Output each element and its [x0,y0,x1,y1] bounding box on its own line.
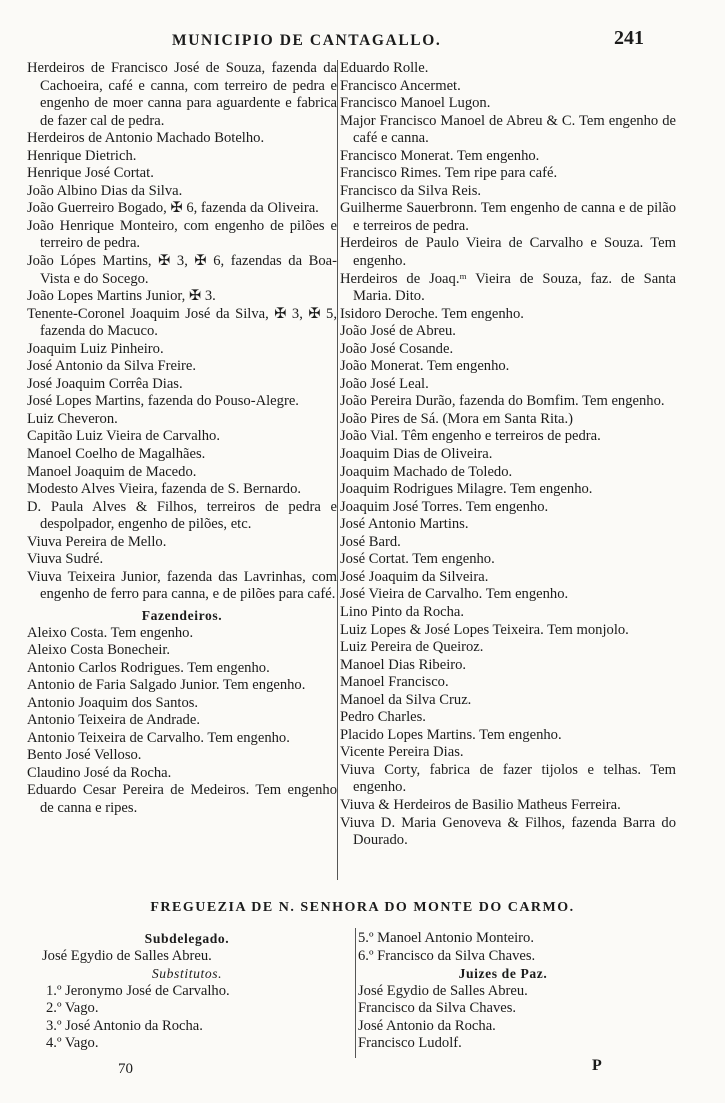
list-item: Antonio Teixeira de Carvalho. Tem engenho. [27,729,290,746]
list-item: Herdeiros de Francisco José de Souza, fazenda da Cachoeira, café e canna, com terreiro de pedra e engenho de moer canna para aguardente e fabrica de fazer cal de pedra. [27,60,337,129]
list-item: D. Paula Alves & Filhos, terreiros de pedra e despolpador, engenho de pilões, etc. [27,498,337,533]
list-item: João Lópes Martins, ✠ 3, ✠ 6, fazendas da Boa-Vista e do Socego. [27,253,337,287]
list-item: José Antonio Martins. [340,516,469,533]
list-item: Francisco Rimes. Tem ripe para café. [340,165,558,182]
list-item: Joaquim José Torres. Tem engenho. [340,498,549,515]
list-item: Henrique Dietrich. [27,147,137,164]
right-column [340,60,676,850]
list-item: 5.º Manoel Antonio Monteiro. [358,930,534,946]
list-item: Manoel Francisco. [340,674,449,691]
list-item: Francisco Ancermet. [340,77,461,94]
bottom-left-column [42,930,332,1053]
subdelegado-name: José Egydio de Salles Abreu. [42,947,212,964]
list-item: José Joaquim da Silveira. [340,568,489,585]
list-item: João Monerat. Tem engenho. [340,358,510,375]
list-item: Joaquim Dias de Oliveira. [340,446,493,463]
list-item: Viuva Corty, fabrica de fazer tijolos e telhas. Tem engenho. [340,761,676,796]
list-item: 1.º Jeronymo José de Carvalho. [46,982,230,999]
list-item: Tenente-Coronel Joaquim José da Silva, ✠ 3, ✠ 5, fazenda do Macuco. [27,305,337,340]
list-item: Eduardo Cesar Pereira de Medeiros. Tem engenho de canna e ripes. [27,782,337,816]
list-item: Herdeiros de Paulo Vieira de Carvalho e Souza. Tem engenho. [340,235,676,270]
list-item: José Egydio de Salles Abreu. [358,982,528,999]
sheet-number: 70 [118,1061,133,1077]
list-item: João Lopes Martins Junior, ✠ 3. [27,288,216,305]
list-item: Viuva Teixeira Junior, fazenda das Lavrinhas, com engenho de ferro para canna, e de pilões para café. [27,568,337,603]
list-item: Aleixo Costa Bonecheir. [27,642,171,659]
list-item: Viuva & Herdeiros de Basilio Matheus Ferreira. [340,796,621,813]
list-item: Guilherme Sauerbronn. Tem engenho de canna e de pilão e terreiros de pedra. [340,200,676,234]
juizes-list [358,983,648,1053]
list-item: Manoel da Silva Cruz. [340,691,472,708]
list-item: João Pires de Sá. (Mora em Santa Rita.) [340,410,574,427]
column-divider [337,60,338,880]
list-item: Capitão Luiz Vieira de Carvalho. [27,428,220,445]
section-title: FREGUEZIA DE N. SENHORA DO MONTE DO CARMO. [150,900,575,915]
list-item: João Vial. Têm engenho e terreiros de pedra. [340,428,601,445]
list-item: Viuva D. Maria Genoveva & Filhos, fazenda Barra do Dourado. [340,814,676,849]
list-item: 3.º José Antonio da Rocha. [46,1017,203,1034]
fazendeiros-entries [27,625,337,818]
list-item: João José Leal. [340,375,429,392]
list-item: João Pereira Durão, fazenda do Bomfim. Tem engenho. [340,393,665,410]
list-item: Antonio Carlos Rodrigues. Tem engenho. [27,659,270,676]
list-item: Francisco da Silva Reis. [340,182,482,199]
list-item: Viuva Pereira de Mello. [27,533,167,550]
list-item: Herdeiros de Joaq.ᵐ Vieira de Souza, faz. de Santa Maria. Dito. [340,270,676,305]
list-item: Manoel Joaquim de Macedo. [27,463,197,480]
list-item: José Joaquim Corrêa Dias. [27,375,183,392]
list-item: Luiz Pereira de Queiroz. [340,639,484,656]
list-item: Manoel Dias Ribeiro. [340,656,467,673]
list-item: José Lopes Martins, fazenda do Pouso-Alegre. [27,393,299,410]
list-item: Vicente Pereira Dias. [340,744,464,761]
list-item: José Antonio da Rocha. [358,1017,496,1034]
list-item: Claudino José da Rocha. [27,764,172,781]
list-item: Antonio Joaquim dos Santos. [27,694,199,711]
substitutos-continued-list [358,930,648,965]
list-item: João Henrique Monteiro, com engenho de pilões e terreiro de pedra. [27,217,337,252]
list-item: João José de Abreu. [340,323,456,340]
list-item: Antonio de Faria Salgado Junior. Tem engenho. [27,677,306,694]
list-item: Manoel Coelho de Magalhães. [27,446,206,463]
list-item: Francisco Monerat. Tem engenho. [340,147,540,164]
bottom-right-column [358,930,648,1053]
list-item: 6.º Francisco da Silva Chaves. [358,947,536,964]
list-item: José Bard. [340,533,401,550]
list-item: João José Cosande. [340,340,454,357]
list-item: Lino Pinto da Rocha. [340,603,465,620]
list-item: Viuva Sudré. [27,551,104,568]
page-number: 241 [614,27,644,49]
signature-mark: P [592,1057,602,1074]
list-item: José Cortat. Tem engenho. [340,551,495,568]
list-item: Placido Lopes Martins. Tem engenho. [340,726,562,743]
list-item: José Antonio da Silva Freire. [27,358,197,375]
list-item: Henrique José Cortat. [27,165,154,182]
list-item: Aleixo Costa. Tem engenho. [27,624,194,641]
fazendeiros-heading: Fazendeiros. [141,607,223,623]
list-item: Joaquim Luiz Pinheiro. [27,340,164,357]
juizes-heading: Juizes de Paz. [458,966,548,982]
list-item: 4.º Vago. [46,1035,99,1052]
list-item: José Vieira de Carvalho. Tem engenho. [340,586,569,603]
subdelegado-heading: Subdelegado. [144,931,230,946]
page-header [0,26,725,54]
list-item: Joaquim Machado de Toledo. [340,463,513,480]
list-item: João Guerreiro Bogado, ✠ 6, fazenda da Oliveira. [27,200,319,217]
list-item: João Albino Dias da Silva. [27,182,183,199]
right-entries [340,60,676,850]
list-item: Major Francisco Manoel de Abreu & C. Tem engenho de café e canna. [340,112,676,147]
list-item: Francisco Manoel Lugon. [340,95,491,112]
list-item: Francisco da Silva Chaves. [358,1000,517,1017]
page-title: MUNICIPIO DE CANTAGALLO. [172,32,442,49]
list-item: Luiz Lopes & José Lopes Teixeira. Tem monjolo. [340,621,629,638]
list-item: Joaquim Rodrigues Milagre. Tem engenho. [340,481,593,498]
list-item: Bento José Velloso. [27,747,142,764]
list-item: Pedro Charles. [340,709,426,726]
list-item: Herdeiros de Antonio Machado Botelho. [27,130,265,147]
list-item: 2.º Vago. [46,1000,99,1017]
left-column [27,60,337,818]
list-item: Antonio Teixeira de Andrade. [27,712,200,729]
list-item: Francisco Ludolf. [358,1035,462,1052]
list-item: Modesto Alves Vieira, fazenda de S. Bernardo. [27,481,302,498]
list-item: Isidoro Deroche. Tem engenho. [340,305,524,322]
left-entries [27,60,337,604]
list-item: Eduardo Rolle. [340,60,429,76]
bottom-column-divider [355,928,356,1058]
list-item: Luiz Cheveron. [27,410,118,427]
substitutos-heading: Substitutos. [151,966,223,982]
substitutos-list [42,983,332,1053]
